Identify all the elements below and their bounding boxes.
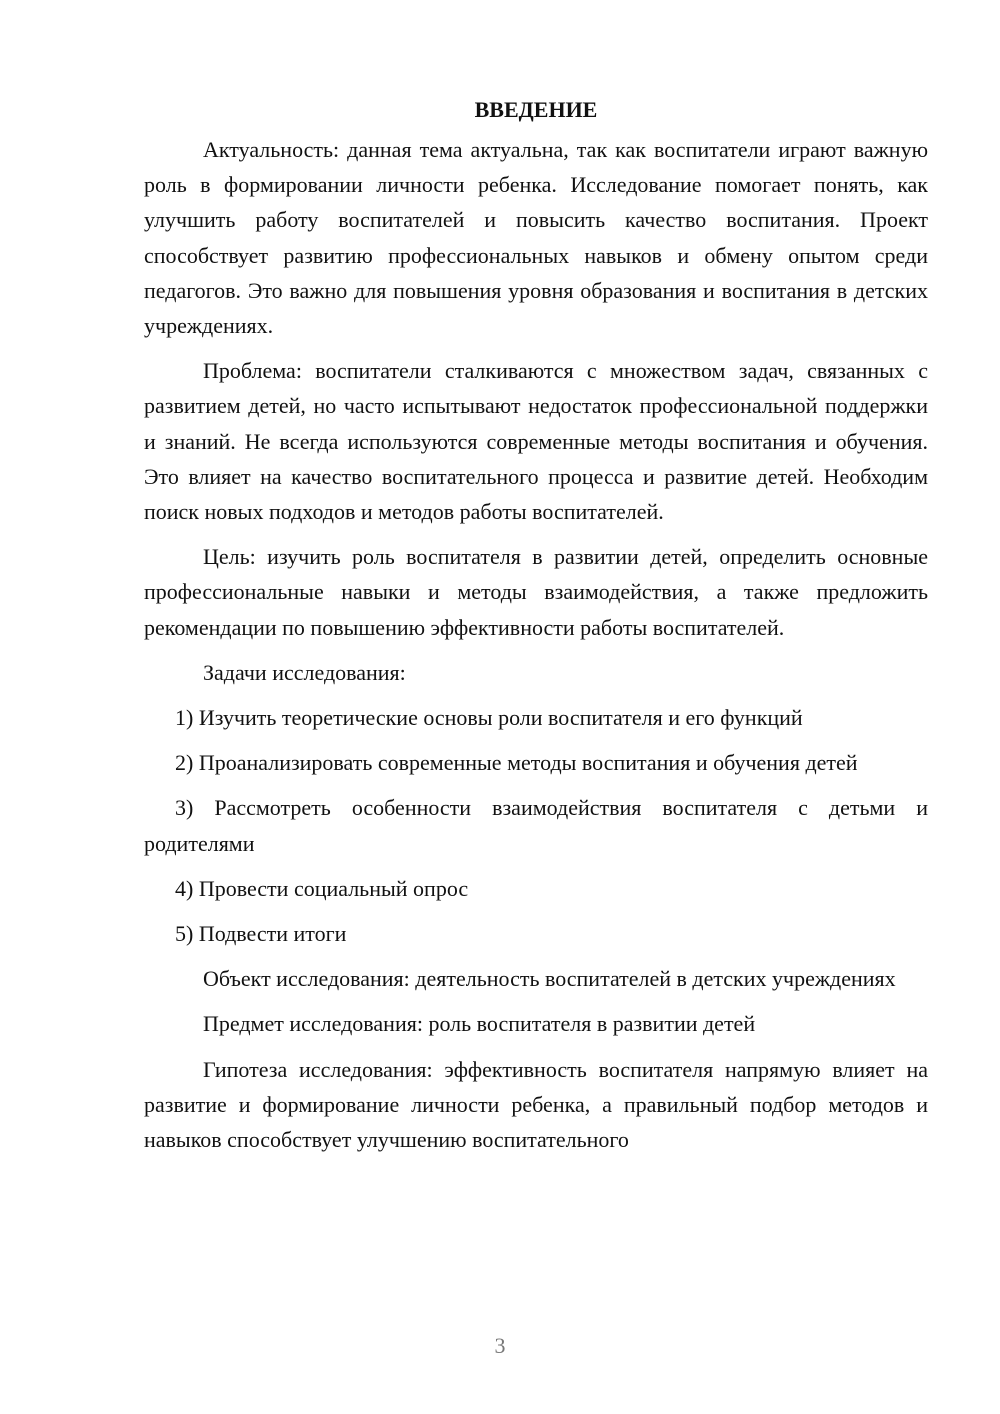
- research-subject-paragraph: Предмет исследования: роль воспитателя в развитии детей: [203, 1011, 756, 1037]
- relevance-paragraph: Актуальность: данная тема актуальна, так как воспитатели играют важную роль в формировании личности ребенка. Исследование помогает понять, как улучшить работу воспитателей и повысить качество воспитания. Проект способствует развитию профессиональных навыков и обмену опытом среди педагогов. Это важно для повышения уровня образования и воспитания в детских учреждениях.: [144, 137, 928, 339]
- problem-paragraph: Проблема: воспитатели сталкиваются с множеством задач, связанных с развитием детей, но часто испытывают недостаток профессиональной поддержки и знаний. Не всегда используются современные методы воспитания и обучения. Это влияет на качество воспитательного процесса и развитие детей. Необходим поиск новых подходов и методов работы воспитателей.: [144, 358, 928, 525]
- tasks-heading: Задачи исследования:: [203, 659, 406, 685]
- task-item-1: 1) Изучить теоретические основы роли воспитателя и его функций: [175, 705, 803, 731]
- section-title: ВВЕДЕНИЕ: [474, 97, 598, 122]
- page-content: [144, 94, 928, 1167]
- task-item-2: 2) Проанализировать современные методы воспитания и обучения детей: [175, 750, 858, 776]
- page-number: 3: [494, 1333, 506, 1358]
- research-object-paragraph: Объект исследования: деятельность воспитателей в детских учреждениях: [203, 966, 896, 992]
- task-item-3: 3) Рассмотреть особенности взаимодействия воспитателя с детьми и родителями: [144, 795, 928, 856]
- hypothesis-paragraph: Гипотеза исследования: эффективность воспитателя напрямую влияет на развитие и формирование личности ребенка, а правильный подбор методов и навыков способствует улучшению воспитательного: [144, 1056, 928, 1153]
- task-item-5: 5) Подвести итоги: [175, 921, 347, 947]
- task-item-4: 4) Провести социальный опрос: [175, 875, 469, 901]
- goal-paragraph: Цель: изучить роль воспитателя в развитии детей, определить основные профессиональные навыки и методы взаимодействия, а также предложить рекомендации по повышению эффективности работы воспитателей.: [144, 544, 928, 640]
